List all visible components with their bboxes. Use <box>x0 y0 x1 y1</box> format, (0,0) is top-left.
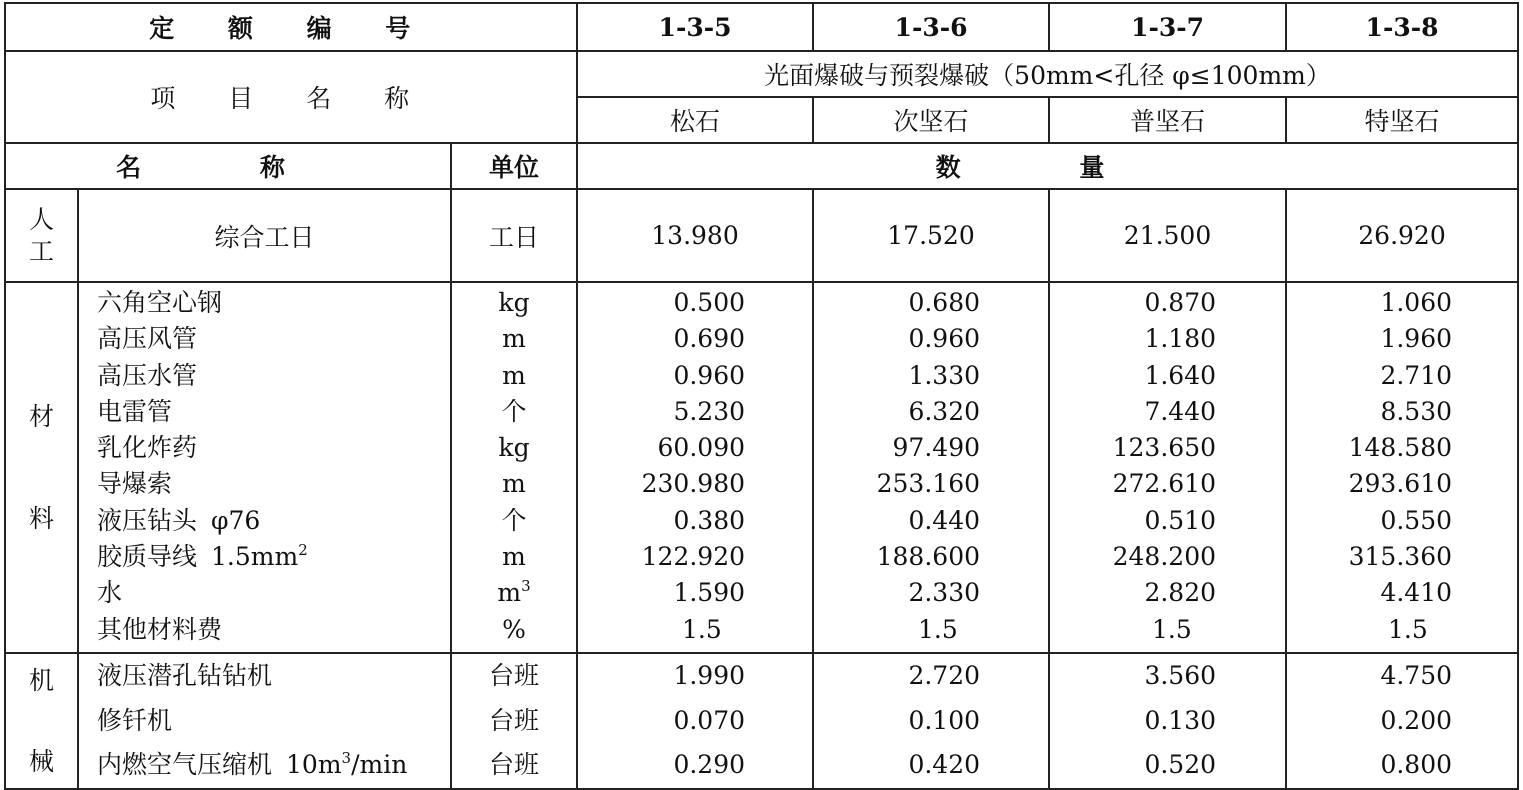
materials-units <box>451 282 577 653</box>
material-value: 230.980 <box>641 469 746 499</box>
material-unit: m <box>502 469 526 499</box>
material-value: 0.380 <box>673 505 746 535</box>
material-unit: 个 <box>501 505 527 535</box>
materials-values-col-4 <box>1286 282 1518 653</box>
quantity-header: 数 量 <box>577 143 1518 189</box>
labor-category-char-2: 工 <box>28 236 54 266</box>
rock-type-2: 次坚石 <box>813 97 1049 143</box>
material-value: 253.160 <box>876 469 981 499</box>
material-unit: % <box>502 614 526 644</box>
material-name: 水 <box>97 578 123 608</box>
material-name-spec: φ76 <box>211 505 261 535</box>
material-value: 0.960 <box>908 324 981 354</box>
material-value: 60.090 <box>657 433 746 463</box>
material-value: 5.230 <box>673 396 746 426</box>
labor-category <box>5 189 78 282</box>
machinery-category-char-1: 机 <box>28 665 54 695</box>
material-unit: kg <box>498 288 530 317</box>
machinery-value: 2.720 <box>908 661 981 690</box>
material-value: 2.330 <box>908 578 981 608</box>
machinery-value: 0.420 <box>908 750 981 779</box>
unit-header: 单位 <box>451 143 577 189</box>
material-name: 高压风管 <box>97 324 198 354</box>
material-value: 7.440 <box>1144 396 1217 426</box>
machinery-unit: 台班 <box>489 705 540 735</box>
material-value: 315.360 <box>1348 542 1453 572</box>
machinery-block <box>5 653 1518 789</box>
machinery-category <box>5 653 78 789</box>
material-name <box>97 539 450 575</box>
machinery-value: 0.130 <box>1144 705 1217 735</box>
machinery-values-col-3 <box>1049 653 1286 789</box>
machinery-name-spec-post: /min <box>351 750 408 779</box>
labor-value-3: 21.500 <box>1049 189 1286 282</box>
material-value: 2.710 <box>1380 360 1453 390</box>
machinery-unit: 台班 <box>489 661 540 690</box>
material-value: 1.590 <box>673 578 746 608</box>
material-value: 1.5 <box>1388 614 1428 644</box>
labor-item-name: 综合工日 <box>78 189 451 282</box>
materials-category <box>5 282 78 653</box>
material-value: 0.550 <box>1380 505 1453 535</box>
item-title: 光面爆破与预裂爆破（50mm<孔径 φ≤100mm） <box>577 51 1518 97</box>
quota-table-wrapper <box>4 2 1517 790</box>
labor-item-unit: 工日 <box>451 189 577 282</box>
material-value: 1.640 <box>1144 360 1217 390</box>
material-name-sup: 2 <box>298 541 308 560</box>
material-value: 8.530 <box>1380 396 1453 426</box>
material-name <box>97 503 450 539</box>
machinery-name: 液压潜孔钻钻机 <box>97 661 273 690</box>
machinery-names <box>78 653 451 789</box>
materials-names <box>78 282 451 653</box>
quota-code-2: 1-3-6 <box>813 3 1049 51</box>
machinery-value: 3.560 <box>1144 661 1217 690</box>
machinery-name-spec: 10m <box>286 750 342 779</box>
material-unit: 个 <box>501 396 527 426</box>
material-value: 0.510 <box>1144 505 1217 535</box>
material-name: 其他材料费 <box>97 614 223 644</box>
labor-category-char-1: 人 <box>28 205 54 235</box>
machinery-category-char-2: 械 <box>28 746 54 776</box>
material-name: 电雷管 <box>97 396 173 426</box>
item-label: 项 目 名 称 <box>5 51 577 143</box>
material-name: 导爆索 <box>97 469 173 499</box>
materials-values-col-1 <box>577 282 813 653</box>
material-name: 乳化炸药 <box>97 433 198 463</box>
material-value: 272.610 <box>1112 469 1217 499</box>
machinery-value: 0.100 <box>908 705 981 735</box>
material-value: 148.580 <box>1348 433 1453 463</box>
material-name: 高压水管 <box>97 360 198 390</box>
machinery-unit: 台班 <box>489 750 540 779</box>
labor-row <box>5 189 1518 282</box>
material-value: 188.600 <box>876 542 981 572</box>
name-header: 名 称 <box>5 143 451 189</box>
machinery-name <box>97 743 450 788</box>
material-value: 1.5 <box>682 614 722 644</box>
material-value: 123.650 <box>1112 433 1217 463</box>
material-unit: m <box>502 542 526 572</box>
material-value: 0.680 <box>908 288 981 317</box>
materials-values-col-3 <box>1049 282 1286 653</box>
machinery-name-text: 内燃空气压缩机 <box>97 750 273 779</box>
material-name: 六角空心钢 <box>97 288 223 317</box>
material-value: 0.500 <box>673 288 746 317</box>
machinery-value: 0.290 <box>673 750 746 779</box>
column-header-row <box>5 143 1518 189</box>
material-value: 97.490 <box>892 433 981 463</box>
material-value: 1.5 <box>918 614 958 644</box>
rock-type-4: 特坚石 <box>1286 97 1518 143</box>
machinery-value: 0.800 <box>1380 750 1453 779</box>
materials-block <box>5 282 1518 653</box>
material-value: 0.960 <box>673 360 746 390</box>
material-value: 4.410 <box>1380 578 1453 608</box>
labor-value-2: 17.520 <box>813 189 1049 282</box>
material-value: 1.330 <box>908 360 981 390</box>
quota-code-3: 1-3-7 <box>1049 3 1286 51</box>
quota-table <box>4 2 1519 790</box>
machinery-name: 修钎机 <box>97 705 173 735</box>
material-value: 1.960 <box>1380 324 1453 354</box>
material-name-spec: 1.5mm <box>211 542 299 572</box>
materials-category-char-1: 材 <box>28 402 54 432</box>
material-value: 0.870 <box>1144 288 1217 317</box>
material-value: 1.5 <box>1152 614 1192 644</box>
material-value: 1.060 <box>1380 288 1453 317</box>
machinery-value: 0.520 <box>1144 750 1217 779</box>
material-unit: kg <box>498 433 530 463</box>
quota-label: 定 额 编 号 <box>5 3 577 51</box>
materials-values-col-2 <box>813 282 1049 653</box>
materials-category-char-2: 料 <box>28 503 54 533</box>
material-unit: m <box>502 360 526 390</box>
material-unit: m <box>502 324 526 354</box>
machinery-values-col-4 <box>1286 653 1518 789</box>
material-value: 1.180 <box>1144 324 1217 354</box>
quota-code-4: 1-3-8 <box>1286 3 1518 51</box>
material-value: 0.440 <box>908 505 981 535</box>
quota-code-row <box>5 3 1518 51</box>
material-value: 0.690 <box>673 324 746 354</box>
labor-value-1: 13.980 <box>577 189 813 282</box>
machinery-value: 0.200 <box>1380 705 1453 735</box>
material-value: 2.820 <box>1144 578 1217 608</box>
machinery-units <box>451 653 577 789</box>
rock-type-1: 松石 <box>577 97 813 143</box>
material-value: 6.320 <box>908 396 981 426</box>
material-name-text: 液压钻头 <box>97 505 198 535</box>
labor-value-4: 26.920 <box>1286 189 1518 282</box>
machinery-name-sup: 3 <box>341 749 352 767</box>
material-name-text: 胶质导线 <box>97 542 198 572</box>
machinery-value: 0.070 <box>673 705 746 735</box>
machinery-value: 4.750 <box>1380 661 1453 690</box>
material-value: 293.610 <box>1348 469 1453 499</box>
rock-type-3: 普坚石 <box>1049 97 1286 143</box>
machinery-values-col-2 <box>813 653 1049 789</box>
material-value: 122.920 <box>641 542 746 572</box>
material-unit-sup: 3 <box>521 577 531 596</box>
material-value: 248.200 <box>1112 542 1217 572</box>
material-unit-text: m <box>497 578 522 608</box>
machinery-values-col-1 <box>577 653 813 789</box>
machinery-value: 1.990 <box>673 661 746 690</box>
item-title-row <box>5 51 1518 97</box>
material-unit <box>452 575 576 611</box>
quota-code-1: 1-3-5 <box>577 3 813 51</box>
